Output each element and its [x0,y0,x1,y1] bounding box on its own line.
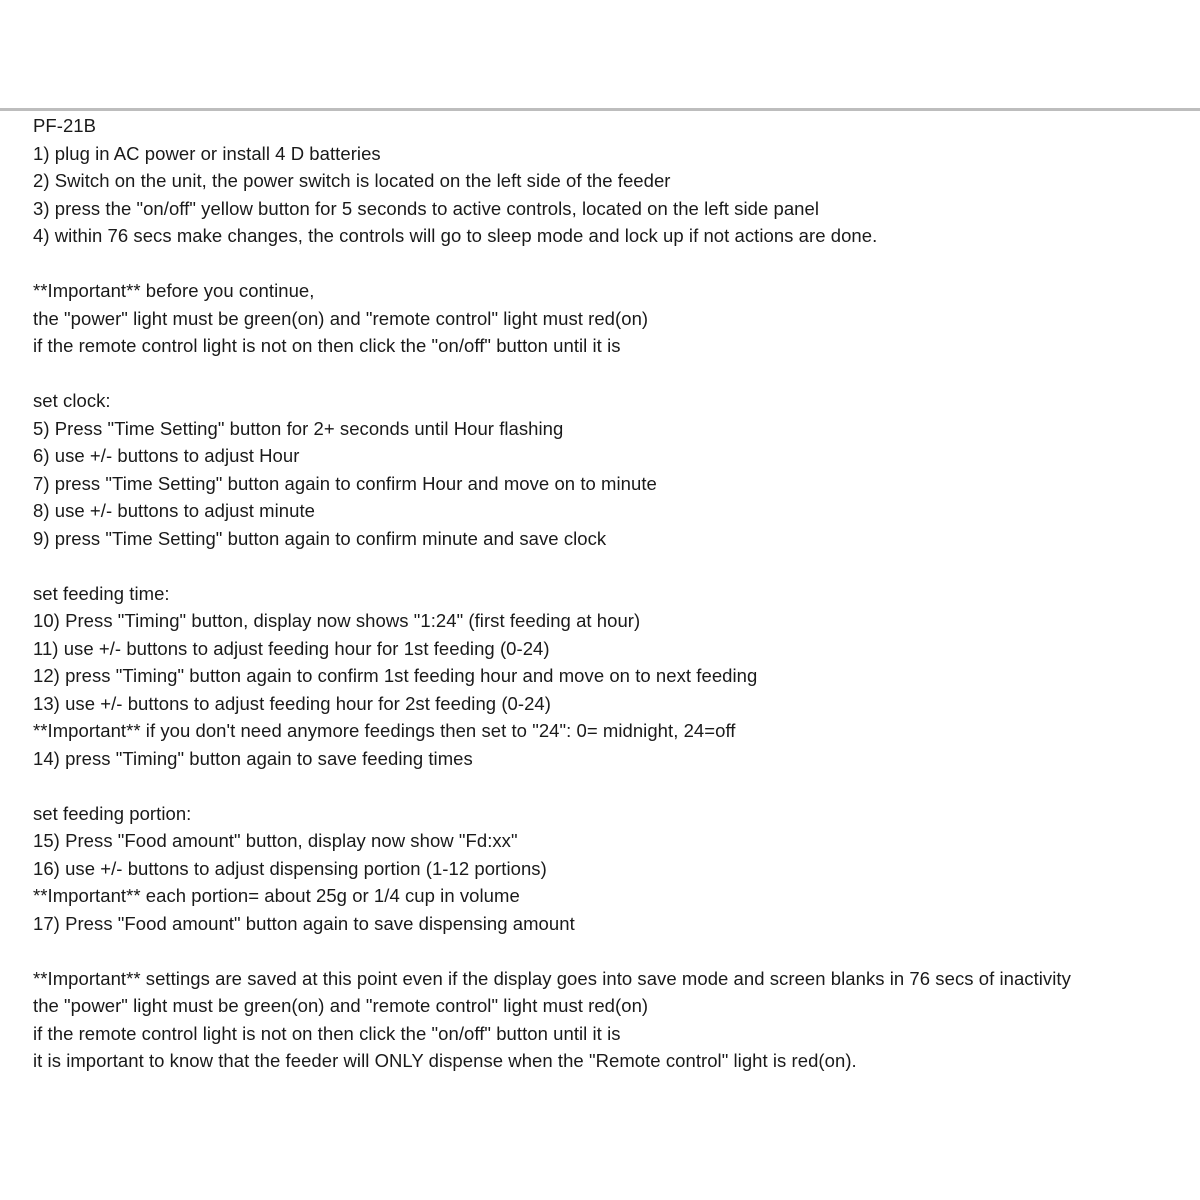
portion-section [33,800,1183,938]
spacer [33,360,1183,388]
important-block [33,277,1183,360]
portion-step: 16) use +/- buttons to adjust dispensing portion (1-12 portions) [33,857,547,879]
intro-step: 3) press the "on/off" yellow button for 5 seconds to active controls, located on the left side panel [33,197,820,219]
intro-step: 4) within 76 secs make changes, the controls will go to sleep mode and lock up if not actions are done. [33,225,878,246]
important-note: the "power" light must be green(on) and "remote control" light must red(on) [33,307,649,329]
spacer [33,250,1183,278]
feeding-time-step: **Important** if you don't need anymore feedings then set to "24": 0= midnight, 24=off [33,720,736,741]
feeding-time-step: 10) Press "Timing" button, display now shows "1:24" (first feeding at hour) [33,610,641,631]
portion-step: 17) Press "Food amount" button again to save dispensing amount [33,912,575,934]
final-note: **Important** settings are saved at this point even if the display goes into save mode and screen blanks in 76 secs of inactivity [33,967,1071,989]
important-note: if the remote control light is not on then click the "on/off" button until it is [33,335,621,356]
section-heading: set feeding time: [33,582,170,604]
intro-step: 2) Switch on the unit, the power switch is located on the left side of the feeder [33,170,671,191]
section-heading: set feeding portion: [33,802,192,824]
clock-section [33,387,1183,552]
spacer [33,937,1183,965]
portion-step: **Important** each portion= about 25g or 1/4 cup in volume [33,885,520,906]
intro-step: 1) plug in AC power or install 4 D batteries [33,142,381,164]
feeding-time-step: 11) use +/- buttons to adjust feeding hour for 1st feeding (0-24) [33,637,550,659]
instruction-document [33,112,1183,1075]
clock-step: 5) Press "Time Setting" button for 2+ seconds until Hour flashing [33,417,564,439]
final-note: it is important to know that the feeder will ONLY dispense when the "Remote control" light is red(on). [33,1050,857,1071]
spacer [33,772,1183,800]
feeding-time-step: 14) press "Timing" button again to save feeding times [33,747,473,769]
feeding-time-step: 12) press "Timing" button again to confirm 1st feeding hour and move on to next feeding [33,665,758,686]
feeding-time-section [33,580,1183,773]
feeding-time-step: 13) use +/- buttons to adjust feeding hour for 2st feeding (0-24) [33,692,551,714]
intro-steps [33,140,1183,250]
portion-step: 15) Press "Food amount" button, display now show "Fd:xx" [33,830,518,851]
clock-step: 8) use +/- buttons to adjust minute [33,500,315,521]
important-note: **Important** before you continue, [33,280,315,301]
section-heading: set clock: [33,390,111,411]
final-notes [33,965,1183,1075]
clock-step: 7) press "Time Setting" button again to confirm Hour and move on to minute [33,472,657,494]
spacer [33,552,1183,580]
top-divider [0,108,1200,111]
final-note: if the remote control light is not on then click the "on/off" button until it is [33,1022,621,1044]
final-note: the "power" light must be green(on) and "remote control" light must red(on) [33,995,649,1016]
document-title: PF-21B [33,115,97,136]
clock-step: 9) press "Time Setting" button again to confirm minute and save clock [33,527,607,549]
clock-step: 6) use +/- buttons to adjust Hour [33,445,300,466]
